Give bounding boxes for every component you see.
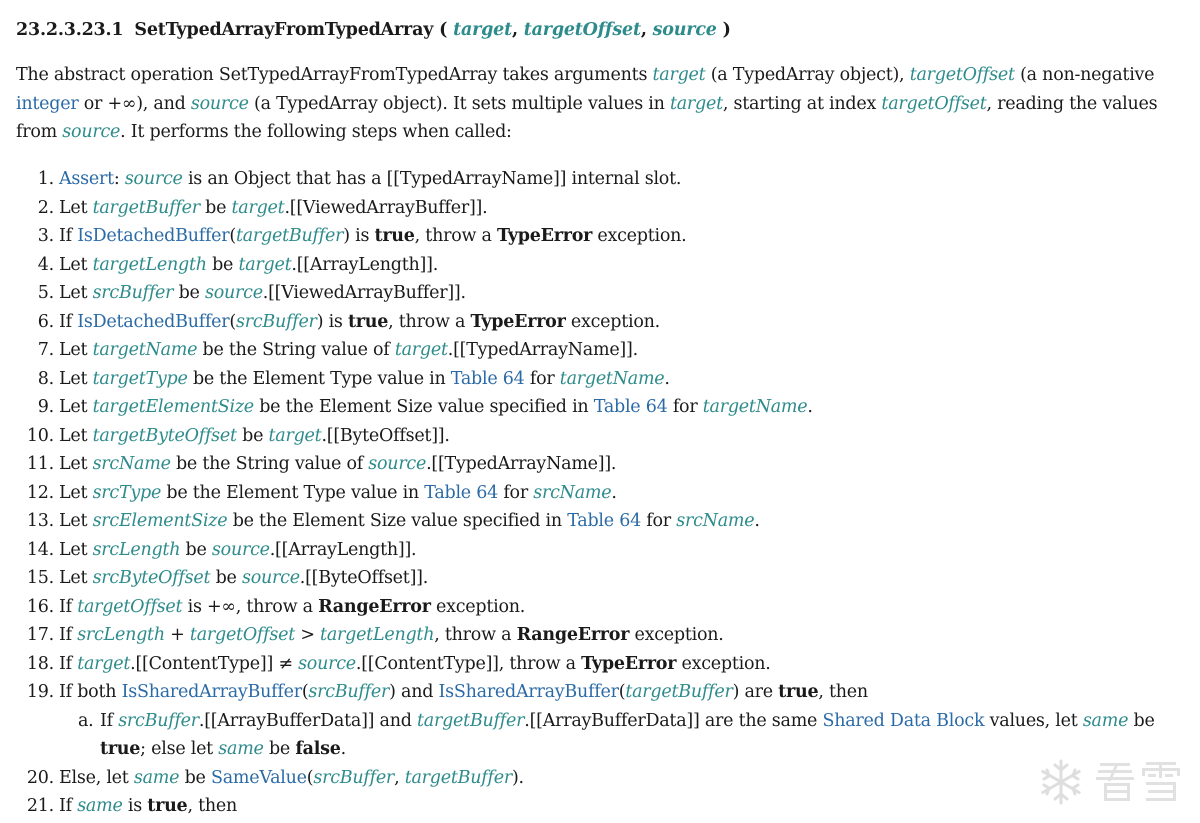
link-table-64[interactable]: Table 64 [424, 482, 498, 503]
var-targetOffset[interactable]: targetOffset [189, 625, 295, 645]
var-target[interactable]: target [238, 254, 292, 275]
step-number: 19. [26, 682, 54, 702]
text: , then [818, 682, 868, 702]
text: , [394, 767, 405, 788]
text: Let [59, 539, 93, 560]
link-assert[interactable]: Assert [59, 169, 114, 189]
step-number: 2. [37, 197, 54, 218]
step-13 [16, 507, 1192, 536]
var-srcBuffer[interactable]: srcBuffer [118, 710, 199, 731]
step-12 [16, 479, 1192, 508]
text: If [59, 796, 78, 816]
var-targetName[interactable]: targetName [559, 368, 665, 389]
var-srcLength[interactable]: srcLength [77, 625, 165, 645]
keyword-typeerror: TypeError [470, 311, 566, 332]
var-targetOffset[interactable]: targetOffset [881, 93, 987, 114]
var-srcBuffer[interactable]: srcBuffer [313, 767, 395, 788]
keyword-rangeerror: RangeError [318, 596, 431, 617]
step-14 [16, 536, 1192, 565]
link-table-64[interactable]: Table 64 [567, 511, 641, 531]
var-targetBuffer[interactable]: targetBuffer [92, 197, 200, 218]
step-number: 11. [26, 454, 54, 474]
text: ( [301, 682, 309, 702]
text: be the Element Type value in [187, 368, 451, 389]
text: .[[ArrayBufferData]] and [198, 710, 418, 731]
text: for [524, 368, 560, 389]
text: , starting at index [722, 93, 882, 114]
link-shared-data-block[interactable]: Shared Data Block [822, 710, 985, 731]
var-srcBuffer[interactable]: srcBuffer [92, 283, 174, 303]
step-18 [16, 650, 1192, 679]
step-number: 17. [26, 625, 54, 645]
keyword-false: false [295, 739, 341, 759]
text: or +∞), and [78, 93, 191, 114]
step-9 [16, 393, 1192, 422]
text: be the Element Size value specified in [227, 511, 568, 531]
link-table-64[interactable]: Table 64 [593, 397, 668, 417]
section-heading [16, 20, 731, 40]
watermark-glyph-xue [1140, 761, 1182, 803]
text: , throw a [388, 311, 471, 332]
text: ( [618, 682, 626, 702]
text: be [210, 568, 242, 588]
var-target[interactable]: target [231, 197, 285, 218]
step-5 [16, 279, 1192, 308]
text: Let [59, 254, 93, 275]
var-srcBuffer[interactable]: srcBuffer [235, 311, 317, 332]
text: be [206, 254, 239, 275]
text: be the Element Type value in [161, 482, 425, 503]
text: be [180, 539, 212, 560]
text: ) are [732, 682, 779, 702]
var-srcByteOffset[interactable]: srcByteOffset [92, 568, 211, 588]
algorithm-steps [16, 165, 1192, 821]
text: be the String value of [170, 454, 369, 474]
text: be the String value of [197, 340, 395, 360]
param-source: source [652, 20, 717, 40]
text: .[[ByteOffset]]. [299, 568, 429, 588]
text: ) is [343, 226, 375, 246]
step-number: 5. [37, 283, 54, 303]
text: exception. [565, 311, 660, 332]
step-8 [16, 365, 1192, 394]
text: .[[ViewedArrayBuffer]]. [262, 283, 466, 303]
text: Let [59, 482, 93, 503]
text: .[[ContentType]] ≠ [130, 653, 299, 674]
text: exception. [592, 226, 687, 246]
var-targetLength[interactable]: targetLength [320, 625, 435, 645]
paren-open: ( [433, 20, 454, 40]
step-6 [16, 308, 1192, 337]
link-isdetachedbuffer[interactable]: IsDetachedBuffer [77, 311, 230, 332]
step-4 [16, 251, 1192, 280]
var-targetName[interactable]: targetName [702, 397, 808, 417]
text: Let [59, 283, 93, 303]
text: (a TypedArray object). It sets multiple values in [248, 93, 670, 114]
text: , throw a [414, 226, 498, 246]
step-16 [16, 593, 1192, 622]
step-number: 3. [37, 226, 54, 246]
step-number: 9. [37, 397, 54, 417]
var-srcName[interactable]: srcName [676, 511, 755, 531]
step-number: 1. [37, 169, 54, 189]
var-targetOffset[interactable]: targetOffset [909, 65, 1015, 85]
step-11 [16, 450, 1192, 479]
text: exception. [430, 596, 526, 617]
text: ). [511, 767, 524, 788]
var-target[interactable]: target [669, 93, 723, 114]
keyword-true: true [147, 796, 188, 816]
substep-number: a. [78, 710, 94, 731]
text: exception. [676, 653, 771, 674]
var-targetName[interactable]: targetName [92, 340, 198, 360]
text: for [667, 397, 703, 417]
text: If [59, 653, 78, 674]
var-targetElementSize[interactable]: targetElementSize [92, 397, 254, 417]
text: The abstract operation SetTypedArrayFromTypedArray takes arguments [16, 65, 653, 85]
text: .[[ArrayLength]]. [291, 254, 439, 275]
watermark-glyph-kan [1094, 761, 1136, 803]
text: .[[TypedArrayName]]. [447, 340, 638, 360]
var-srcName[interactable]: srcName [92, 454, 171, 474]
var-targetLength[interactable]: targetLength [92, 254, 207, 275]
text: Let [59, 197, 93, 218]
step-19-a [16, 707, 1190, 764]
var-targetOffset[interactable]: targetOffset [77, 596, 183, 617]
text: If both [59, 682, 122, 702]
var-source[interactable]: source [211, 539, 270, 560]
step-number: 16. [26, 596, 54, 617]
link-samevalue[interactable]: SameValue [210, 767, 307, 788]
text: (a non-negative [1014, 65, 1155, 85]
text: . It performs the following steps when called: [120, 122, 512, 142]
intro-paragraph [16, 61, 1192, 147]
text: be [179, 767, 211, 788]
step-number: 10. [26, 425, 54, 446]
text: If [59, 311, 78, 332]
text: : [113, 169, 125, 189]
var-target[interactable]: target [394, 340, 448, 360]
text: If [59, 596, 78, 617]
var-srcName[interactable]: srcName [533, 482, 612, 503]
var-same[interactable]: same [133, 767, 180, 788]
keyword-true: true [100, 739, 141, 759]
text: is an Object that has a [[TypedArrayName]] internal slot. [182, 169, 682, 189]
var-source[interactable]: source [124, 169, 183, 189]
var-targetType[interactable]: targetType [92, 368, 188, 389]
step-number: 21. [26, 796, 54, 816]
text: is [122, 796, 148, 816]
step-number: 4. [37, 254, 54, 275]
text: (a TypedArray object), [705, 65, 910, 85]
keyword-true: true [374, 226, 415, 246]
step-number: 14. [26, 539, 54, 560]
text: .[[ViewedArrayBuffer]]. [284, 197, 488, 218]
step-17 [16, 621, 1192, 650]
comma: , [511, 20, 524, 40]
text: . [340, 739, 346, 759]
text: + [164, 625, 190, 645]
step-10 [16, 422, 1192, 451]
step-number: 6. [37, 311, 54, 332]
step-number: 20. [26, 767, 54, 788]
text: is +∞, throw a [182, 596, 319, 617]
var-same[interactable]: same [218, 739, 264, 759]
text: be [236, 425, 269, 446]
keyword-rangeerror: RangeError [516, 625, 630, 645]
var-same[interactable]: same [77, 796, 123, 816]
param-targetOffset: targetOffset [523, 20, 641, 40]
section-number: 23.2.3.23.1 [16, 20, 124, 40]
keyword-true: true [778, 682, 819, 702]
var-targetBuffer[interactable]: targetBuffer [404, 767, 512, 788]
var-targetBuffer[interactable]: targetBuffer [417, 710, 525, 731]
text: be [1128, 710, 1155, 731]
step-2 [16, 194, 1192, 223]
text: .[[ArrayBufferData]] are the same [524, 710, 823, 731]
text: If [59, 625, 78, 645]
text: . [611, 482, 617, 503]
text: be the Element Size value specified in [253, 397, 594, 417]
var-source[interactable]: source [62, 122, 121, 142]
var-source[interactable]: source [190, 93, 249, 114]
var-target[interactable]: target [268, 425, 322, 446]
text: ) is [316, 311, 348, 332]
keyword-typeerror: TypeError [497, 226, 593, 246]
text: Let [59, 368, 93, 389]
comma: , [640, 20, 653, 40]
text: for [640, 511, 677, 531]
text: for [498, 482, 534, 503]
text: .[[ArrayLength]]. [269, 539, 417, 560]
step-number: 7. [37, 340, 54, 360]
var-same[interactable]: same [1082, 710, 1129, 731]
text: If [59, 226, 78, 246]
var-target[interactable]: target [652, 65, 706, 85]
paren-close: ) [716, 20, 731, 40]
step-15 [16, 564, 1192, 593]
text: , throw a [434, 625, 517, 645]
step-3 [16, 222, 1192, 251]
step-7 [16, 336, 1192, 365]
text: be [173, 283, 205, 303]
text: . [754, 511, 760, 531]
text: exception. [629, 625, 724, 645]
text: Let [59, 340, 93, 360]
var-source[interactable]: source [241, 568, 300, 588]
keyword-true: true [347, 311, 389, 332]
text: . [664, 368, 670, 389]
text: Let [59, 454, 93, 474]
link-table-64[interactable]: Table 64 [450, 368, 525, 389]
text: Let [59, 425, 93, 446]
link-issharedarraybuffer[interactable]: IsSharedArrayBuffer [121, 682, 302, 702]
text: be [263, 739, 296, 759]
var-target[interactable]: target [77, 653, 131, 674]
step-number: 13. [26, 511, 54, 531]
step-20 [16, 764, 1192, 793]
step-number: 8. [37, 368, 54, 389]
text: , reading the values from [16, 93, 1158, 142]
var-source[interactable]: source [298, 653, 356, 674]
step-number: 15. [26, 568, 54, 588]
link-integer[interactable]: integer [16, 93, 79, 114]
text: If [100, 710, 119, 731]
text: . [807, 397, 813, 417]
text: values, let [984, 710, 1083, 731]
step-1 [16, 165, 1192, 194]
step-number: 12. [26, 482, 54, 503]
text: ( [229, 311, 236, 332]
snowflake-icon [1036, 757, 1086, 807]
text: ( [229, 226, 236, 246]
var-srcElementSize[interactable]: srcElementSize [92, 511, 228, 531]
var-srcType[interactable]: srcType [92, 482, 162, 503]
text: > [295, 625, 321, 645]
text: .[[TypedArrayName]]. [426, 454, 617, 474]
var-targetBuffer[interactable]: targetBuffer [235, 226, 344, 246]
section-title: SetTypedArrayFromTypedArray [134, 20, 434, 40]
text: ) and [389, 682, 439, 702]
step-19 [16, 678, 1192, 707]
text: Let [59, 511, 93, 531]
step-number: 18. [26, 653, 54, 674]
link-isdetachedbuffer[interactable]: IsDetachedBuffer [77, 226, 230, 246]
var-source[interactable]: source [368, 454, 427, 474]
var-targetByteOffset[interactable]: targetByteOffset [92, 425, 237, 446]
text: Let [59, 568, 93, 588]
var-targetBuffer[interactable]: targetBuffer [625, 682, 733, 702]
watermark-logo [1036, 755, 1186, 809]
link-issharedarraybuffer[interactable]: IsSharedArrayBuffer [438, 682, 619, 702]
param-target: target [453, 20, 512, 40]
text: Else, let [59, 767, 134, 788]
var-srcBuffer[interactable]: srcBuffer [308, 682, 390, 702]
step-21 [16, 792, 1192, 821]
text: be [199, 197, 232, 218]
text: .[[ByteOffset]]. [321, 425, 450, 446]
text: .[[ContentType]], throw a [355, 653, 582, 674]
text: ; else let [140, 739, 219, 759]
text: Let [59, 397, 93, 417]
text: , then [187, 796, 238, 816]
var-source[interactable]: source [204, 283, 263, 303]
keyword-typeerror: TypeError [581, 653, 677, 674]
var-srcLength[interactable]: srcLength [92, 539, 181, 560]
text: ( [306, 767, 314, 788]
